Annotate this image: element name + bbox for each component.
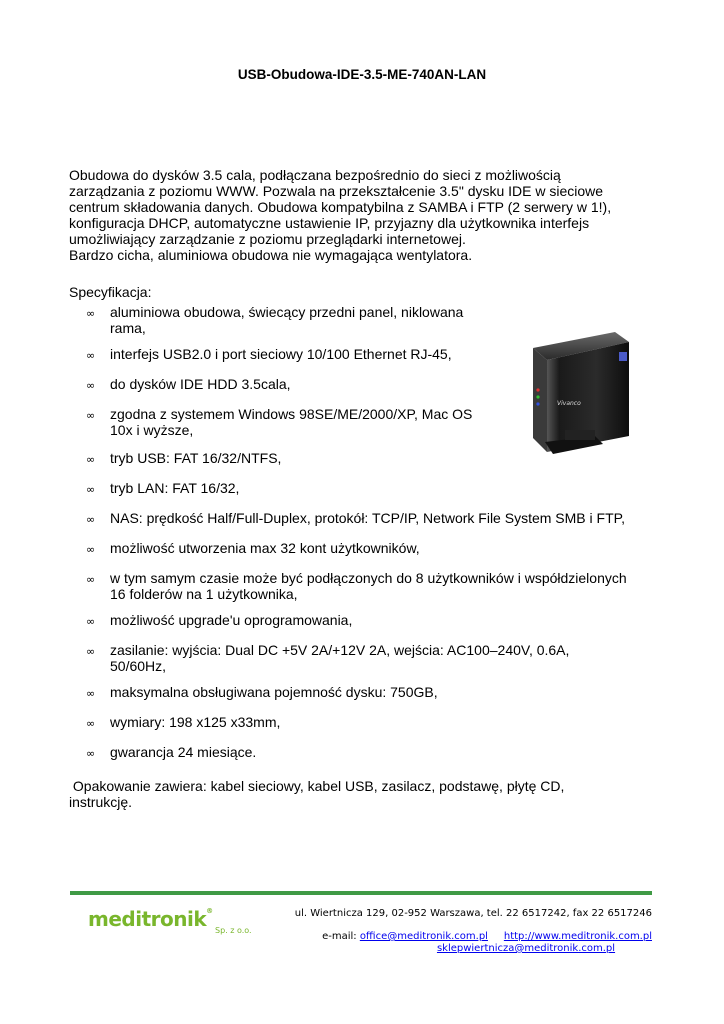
spec-text [110,540,676,558]
spec-line: w tym samym czasie może być podłączonych do 8 użytkowników i współdzielonych [110,570,627,586]
bullet-icon: ∞ [86,307,96,320]
spec-line: zasilanie: wyjścia: Dual DC +5V 2A/+12V 2A, wejścia: AC100–240V, 0.6A, [110,642,570,658]
intro-line: Bardzo cicha, aluminiowa obudowa nie wymagająca wentylatora. [69,247,473,263]
logo-text: meditronik [88,907,207,931]
shop-email-row [290,943,652,955]
company-address: ul. Wiertnicza 129, 02-952 Warszawa, tel. 22 6517242, fax 22 6517246 [294,908,652,919]
spec-line: wymiary: 198 x125 x33mm, [110,714,281,730]
package-line: Opakowanie zawiera: kabel sieciowy, kabel USB, zasilacz, podstawę, płytę CD, [69,778,565,794]
spec-item [86,612,676,630]
svg-text:Vivanco: Vivanco [557,400,581,407]
intro-line: centrum składowania danych. Obudowa kompatybilna z SAMBA i FTP (2 serwery w 1!), [69,199,612,215]
package-contents [69,778,669,810]
intro-line: umożliwiający zarządzanie z poziomu przeglądarki internetowej. [69,231,466,247]
contact-links [290,931,652,943]
bullet-icon: ∞ [86,543,96,556]
spec-line: maksymalna obsługiwana pojemność dysku: 750GB, [110,684,438,700]
spec-line: 16 folderów na 1 użytkownika, [110,586,298,602]
bullet-icon: ∞ [86,349,96,362]
spec-item [86,570,676,602]
bullet-icon: ∞ [86,483,96,496]
spec-text [110,642,676,674]
spec-line: 10x i wyższe, [110,422,194,438]
spec-line: aluminiowa obudowa, świecący przedni panel, niklowana [110,304,464,320]
intro-line: Obudowa do dysków 3.5 cala, podłączana bezpośrednio do sieci z możliwością [69,167,561,183]
intro-line: konfiguracja DHCP, automatyczne ustawienie IP, przyjazny dla użytkownika interfejs [69,215,590,231]
bullet-icon: ∞ [86,409,96,422]
email-link[interactable]: office@meditronik.com.pl [359,931,488,942]
spec-line: tryb LAN: FAT 16/32, [110,480,240,496]
spec-item [86,480,676,498]
spec-item [86,510,676,528]
footer-divider [70,891,652,895]
package-line: instrukcję. [69,794,133,810]
spec-item [86,684,676,702]
bullet-icon: ∞ [86,717,96,730]
website-link[interactable]: http://www.meditronik.com.pl [503,931,652,942]
logo-subtitle: Sp. z o.o. [215,926,252,935]
email-label: e-mail: [322,931,357,942]
bullet-icon: ∞ [86,747,96,760]
spec-heading: Specyfikacja: [69,284,152,300]
spec-text [110,684,676,702]
bullet-icon: ∞ [86,513,96,526]
contact-info [290,908,652,955]
spec-text [110,510,676,528]
spec-line: możliwość utworzenia max 32 kont użytkowników, [110,540,420,556]
spec-line: tryb USB: FAT 16/32/NTFS, [110,450,282,466]
bullet-icon: ∞ [86,453,96,466]
spec-text [110,714,676,732]
product-image [525,330,635,460]
spec-item [86,642,676,674]
shop-email-link[interactable]: sklepwiertnicza@meditronik.com.pl [436,943,616,954]
spec-text [110,480,676,498]
logo-registered-mark: ® [206,907,213,915]
company-logo [88,907,213,931]
spec-item [86,540,676,558]
bullet-icon: ∞ [86,379,96,392]
bullet-icon: ∞ [86,573,96,586]
intro-paragraph [69,167,669,263]
bullet-icon: ∞ [86,645,96,658]
spec-text [110,744,676,762]
intro-line: zarządzania z poziomu WWW. Pozwala na przekształcenie 3.5" dysku IDE w sieciowe [69,183,604,199]
spec-text [110,612,676,630]
spec-text [110,570,676,602]
spec-line: 50/60Hz, [110,658,167,674]
spec-line: zgodna z systemem Windows 98SE/ME/2000/XP, Mac OS [110,406,473,422]
spec-line: gwarancja 24 miesiące. [110,744,257,760]
spec-item [86,714,676,732]
spec-line: rama, [110,320,146,336]
spec-line: NAS: prędkość Half/Full-Duplex, protokół: TCP/IP, Network File System SMB i FTP, [110,510,626,526]
spec-line: do dysków IDE HDD 3.5cala, [110,376,291,392]
document-title: USB-Obudowa-IDE-3.5-ME-740AN-LAN [237,67,487,82]
spec-line: interfejs USB2.0 i port sieciowy 10/100 Ethernet RJ-45, [110,346,452,362]
bullet-icon: ∞ [86,615,96,628]
spec-line: możliwość upgrade'u oprogramowania, [110,612,353,628]
bullet-icon: ∞ [86,687,96,700]
spec-item [86,744,676,762]
